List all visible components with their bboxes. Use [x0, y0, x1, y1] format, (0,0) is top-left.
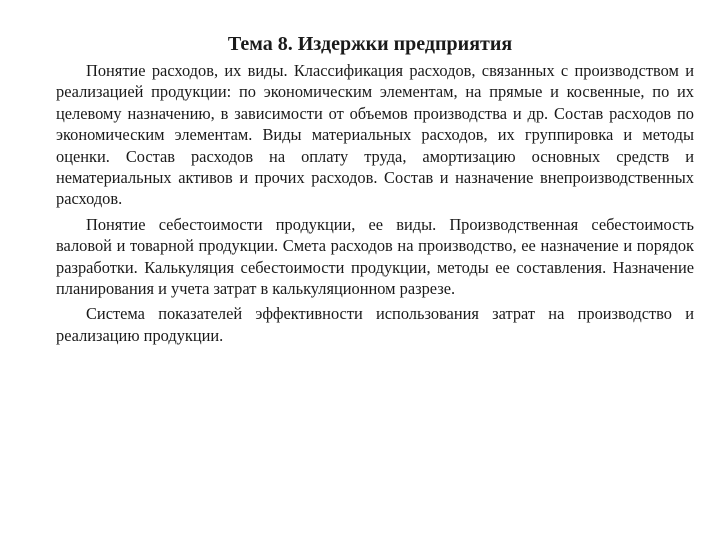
paragraph-costs-classification: Понятие расходов, их виды. Классификация расходов, связанных с производством и реализацией продукции: по экономическим элементам, на прямые и косвенные, по их целевому назначению, в зависимости от объемов производства и др. Состав расходов по экономическим элементам. Виды материальных расходов, их группировка и методы оценки. Состав расходов на оплату труда, амортизацию основных средств и нематериальных активов и прочих расходов. Состав и назначение внепроизводственных расходов.	[56, 61, 694, 209]
slide-title: Тема 8. Издержки предприятия	[227, 33, 513, 55]
slide-body	[56, 60, 694, 350]
paragraph-cost-price: Понятие себестоимости продукции, ее виды. Производственная себестоимость валовой и товарной продукции. Смета расходов на производство, ее назначение и порядок разработки. Калькуляция себестоимости продукции, методы ее составления. Назначение планирования и учета затрат в калькуляционном разрезе.	[56, 214, 694, 299]
paragraph-efficiency-indicators: Система показателей эффективности использования затрат на производство и реализацию продукции.	[56, 304, 694, 345]
